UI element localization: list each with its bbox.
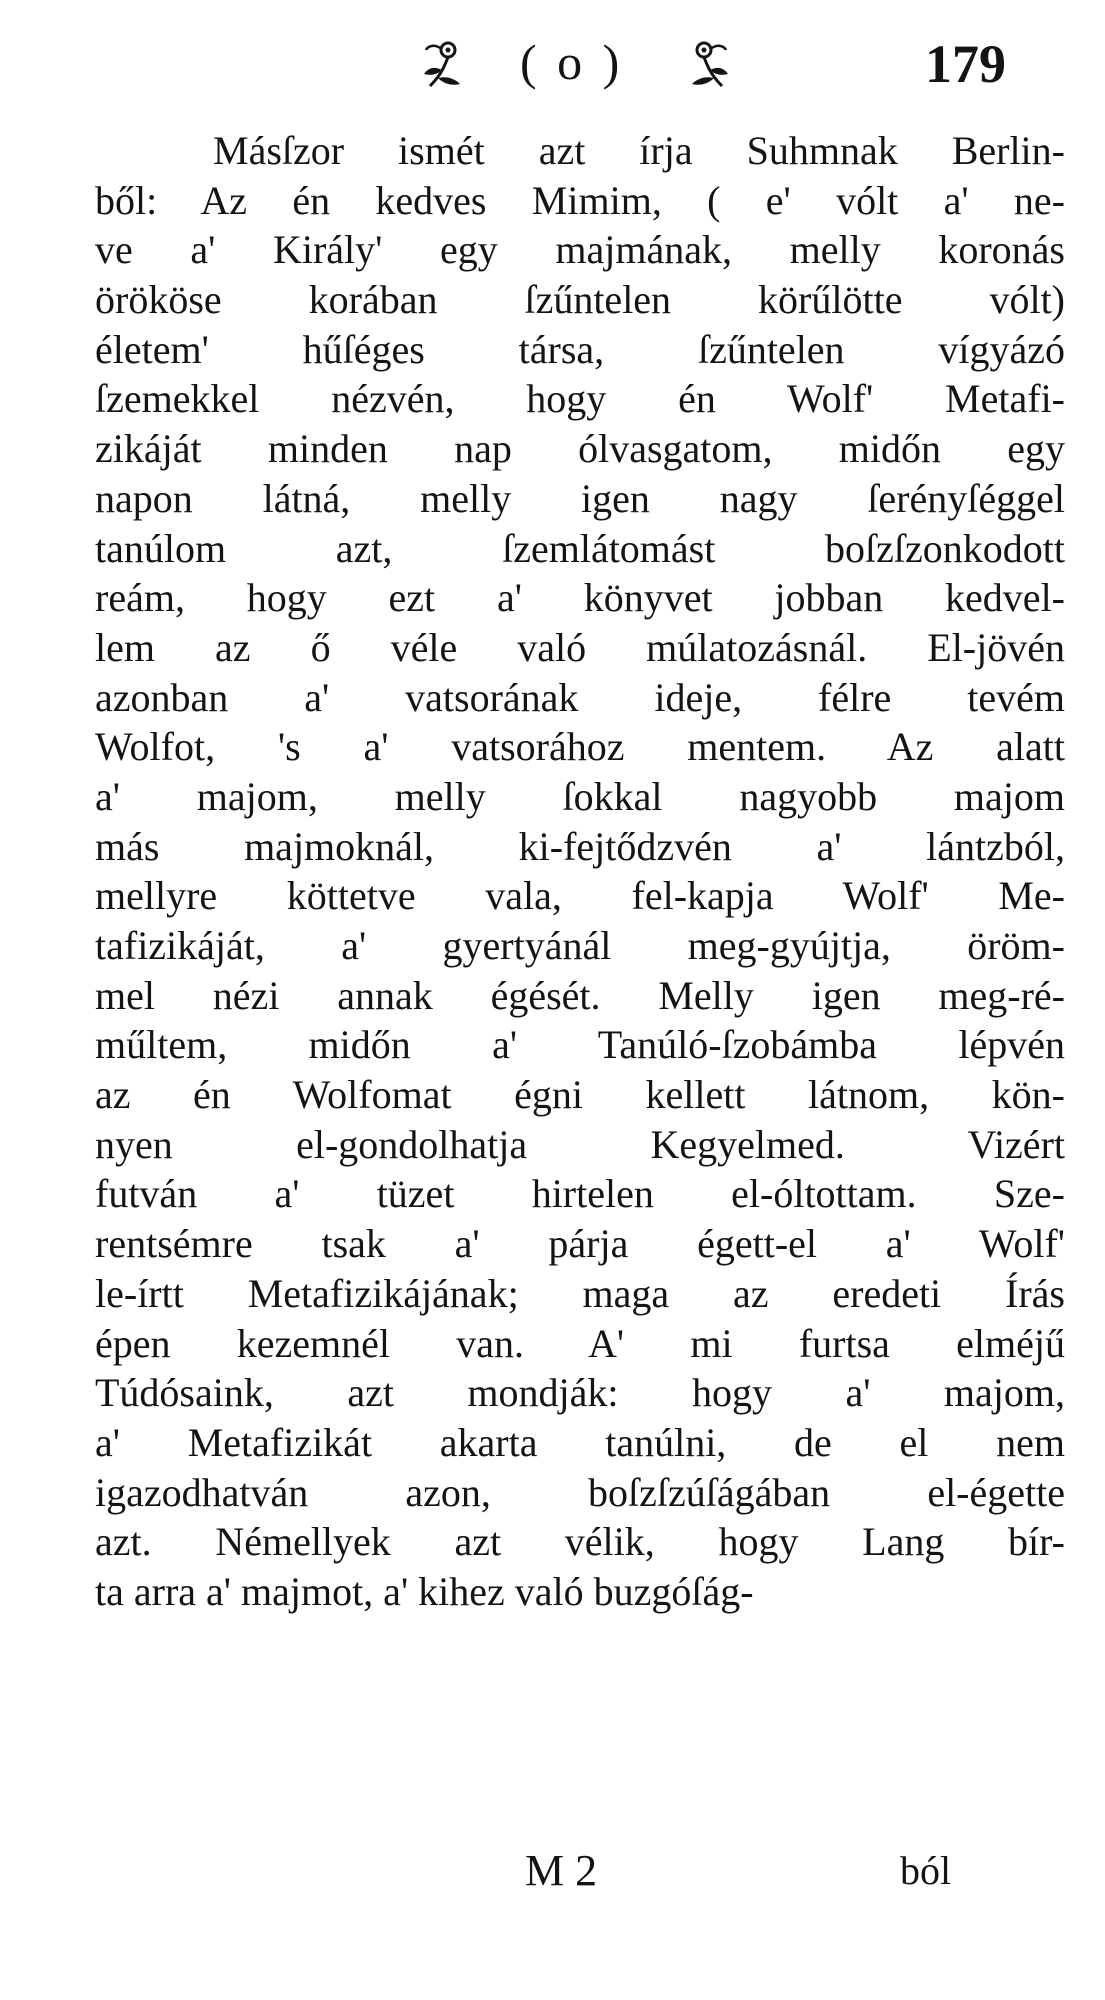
text-line: futván a' tüzet hirtelen el-óltottam. Sze- (95, 1171, 1065, 1217)
running-head (0, 32, 1105, 102)
text-line: azt. Némellyek azt vélik, hogy Lang bír- (95, 1519, 1065, 1565)
text-line: ből: Az én kedves Mimim, ( e' vólt a' ne- (95, 177, 1065, 223)
text-line: napon látná, melly igen nagy ſerényſéggel (95, 475, 1065, 521)
text-line: örököse korában ſzűntelen körűlötte vólt) (95, 277, 1065, 323)
signature-mark: M 2 (525, 1846, 598, 1895)
text-line: más majmoknál, ki-fejtődzvén a' lántzból, (95, 823, 1065, 869)
page-footer (0, 1843, 1105, 1903)
text-line: ve a' Király' egy majmának, melly koronás (95, 227, 1065, 273)
text-line: tanúlom azt, ſzemlátomást boſzſzonkodott (95, 525, 1065, 571)
page-number: 179 (925, 34, 1006, 94)
text-line: tafizikáját, a' gyertyánál meg-gyújtja, öröm- (95, 923, 1065, 968)
text-line: Wolfot, 's a' vatsorához mentem. Az alatt (95, 724, 1065, 770)
text-line: a' Metafizikát akarta tanúlni, de el nem (95, 1419, 1065, 1465)
text-line: reám, hogy ezt a' könyvet jobban kedvel- (95, 575, 1065, 621)
text-line: igazodhatván azon, boſzſzúſágában el-égette (95, 1469, 1065, 1515)
text-line: műltem, midőn a' Tanúló-ſzobámba lépvén (95, 1022, 1065, 1068)
running-head-marker: ( o ) (520, 34, 624, 90)
text-line: épen kezemnél van. A' mi furtsa elméjű (95, 1320, 1065, 1366)
text-line: ta arra a' majmot, a' kihez való buzgóſág- (95, 1568, 754, 1614)
text-line: Másſzor ismét azt írja Suhmnak Berlin- (213, 128, 1065, 173)
text-line: az én Wolfomat égni kellett látnom, kön- (95, 1072, 1065, 1118)
text-line: mel nézi annak égését. Melly igen meg-ré- (95, 972, 1065, 1018)
catchword: ból (900, 1848, 952, 1893)
text-line: le-írtt Metafizikájának; maga az eredeti Írás (95, 1270, 1065, 1316)
text-line: Túdósaink, azt mondják: hogy a' majom, (95, 1370, 1065, 1416)
text-line: ſzemekkel nézvén, hogy én Wolf' Metafi- (95, 376, 1065, 422)
text-line: életem' hűſéges társa, ſzűntelen vígyázó (95, 326, 1065, 372)
text-line: rentsémre tsak a' párja égett-el a' Wolf' (95, 1221, 1065, 1267)
text-line: mellyre köttetve vala, fel-kapja Wolf' Me- (95, 873, 1065, 919)
body-text (95, 126, 1065, 1617)
text-line: nyen el-gondolhatja Kegyelmed. Vizért (95, 1121, 1065, 1167)
flower-ornament-icon (418, 36, 474, 92)
text-line: zikáját minden nap ólvasgatom, midőn egy (95, 426, 1065, 472)
flower-ornament-icon (678, 36, 734, 92)
text-line: a' majom, melly ſokkal nagyobb majom (95, 773, 1065, 819)
text-line: azonban a' vatsorának ideje, félre tevém (95, 674, 1065, 720)
text-line: lem az ő véle való múlatozásnál. El-jövén (95, 624, 1065, 670)
